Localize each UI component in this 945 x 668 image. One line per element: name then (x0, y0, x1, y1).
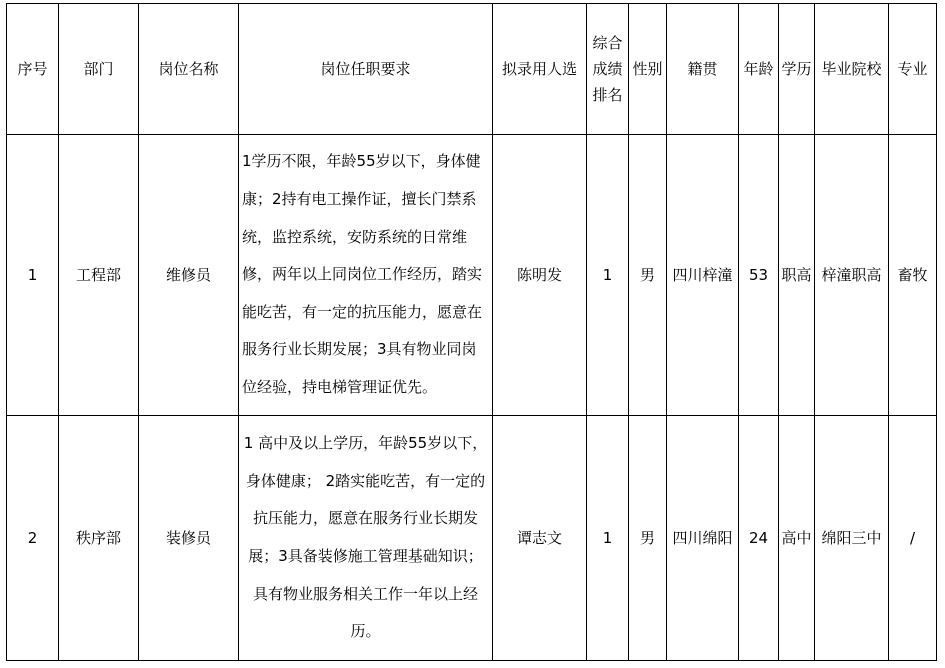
header-dept: 部门 (59, 4, 139, 135)
cell-candidate: 陈明发 (493, 135, 587, 416)
header-school: 毕业院校 (815, 4, 889, 135)
cell-position: 维修员 (139, 135, 239, 416)
cell-age: 53 (739, 135, 779, 416)
header-rank (587, 4, 629, 135)
recruitment-table-container (6, 3, 937, 661)
cell-no: 2 (7, 416, 59, 661)
recruitment-table (6, 3, 937, 661)
cell-origin: 四川绵阳 (667, 416, 739, 661)
header-row (7, 4, 937, 135)
header-education: 学历 (779, 4, 815, 135)
cell-position: 装修员 (139, 416, 239, 661)
cell-major: / (889, 416, 937, 661)
cell-age: 24 (739, 416, 779, 661)
cell-requirements: 1 高中及以上学历，年龄55岁以下，身体健康； 2踏实能吃苦，有一定的抗压能力，愿意在服务行业长期发展；3具备装修施工管理基础知识；具有物业服务相关工作一年以上经历。 (239, 416, 493, 661)
cell-candidate: 谭志文 (493, 416, 587, 661)
header-rank-line: 排名 (592, 86, 623, 104)
table-row (7, 135, 937, 416)
header-major: 专业 (889, 4, 937, 135)
cell-rank: 1 (587, 135, 629, 416)
cell-origin: 四川梓潼 (667, 135, 739, 416)
header-rank-line: 成绩 (592, 60, 623, 78)
cell-dept: 工程部 (59, 135, 139, 416)
cell-dept: 秩序部 (59, 416, 139, 661)
header-position: 岗位名称 (139, 4, 239, 135)
cell-education: 职高 (779, 135, 815, 416)
cell-gender: 男 (629, 135, 667, 416)
cell-rank: 1 (587, 416, 629, 661)
cell-gender: 男 (629, 416, 667, 661)
cell-major: 畜牧 (889, 135, 937, 416)
header-no: 序号 (7, 4, 59, 135)
cell-education: 高中 (779, 416, 815, 661)
header-gender: 性别 (629, 4, 667, 135)
cell-requirements: 1学历不限，年龄55岁以下，身体健康；2持有电工操作证，擅长门禁系统，监控系统，安防系统的日常维修，两年以上同岗位工作经历，踏实能吃苦，有一定的抗压能力，愿意在服务行业长期发展；3具有物业同岗位经验，持电梯管理证优先。 (239, 135, 493, 416)
table-row (7, 416, 937, 661)
cell-school: 绵阳三中 (815, 416, 889, 661)
cell-school: 梓潼职高 (815, 135, 889, 416)
header-rank-line: 综合 (592, 34, 623, 52)
header-candidate: 拟录用人选 (493, 4, 587, 135)
header-age: 年龄 (739, 4, 779, 135)
header-origin: 籍贯 (667, 4, 739, 135)
cell-no: 1 (7, 135, 59, 416)
header-requirements: 岗位任职要求 (239, 4, 493, 135)
